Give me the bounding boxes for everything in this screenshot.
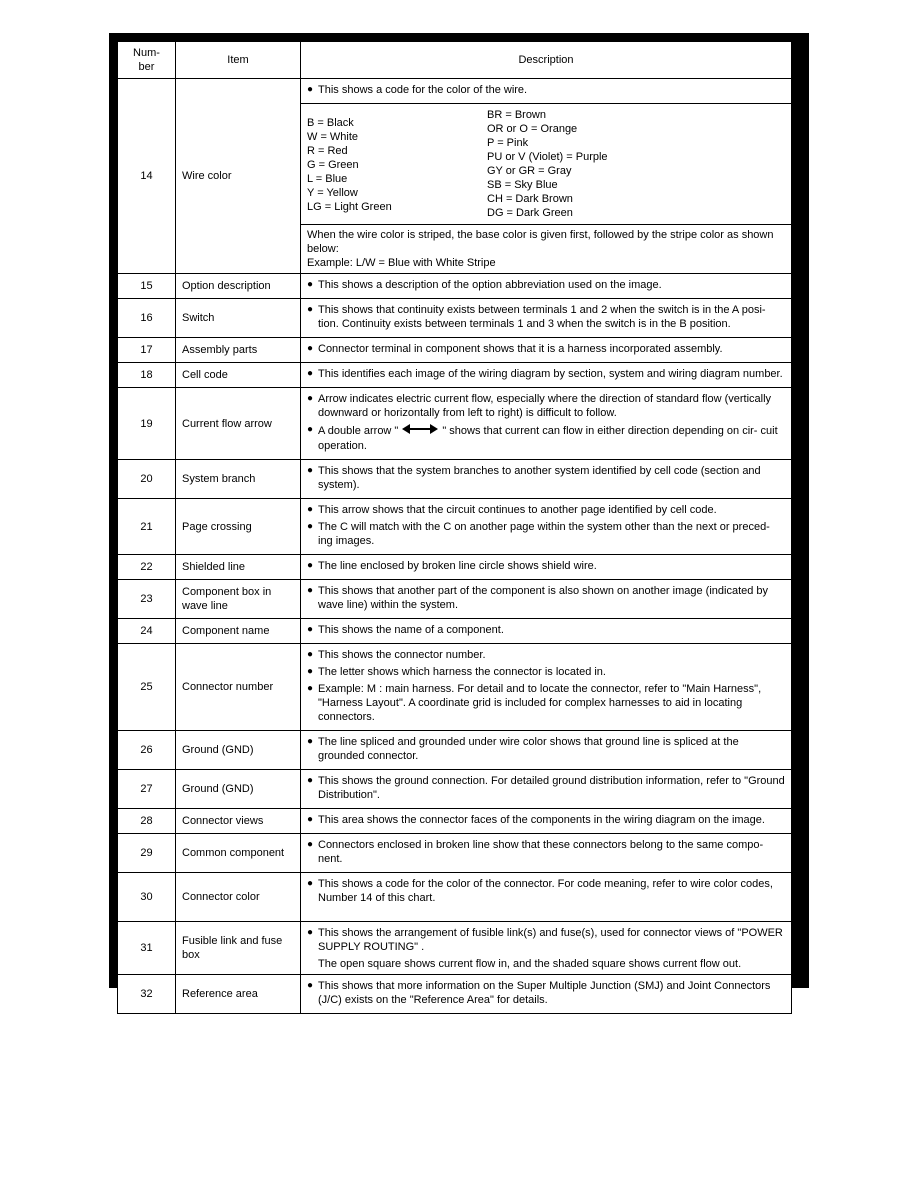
row-item: Connector color xyxy=(176,873,301,922)
bullet-item xyxy=(307,83,785,97)
bullet-item xyxy=(307,503,785,517)
header-number-label: Num- ber xyxy=(133,47,160,73)
bullet-item xyxy=(307,648,785,662)
bullet-dot-icon: ● xyxy=(307,343,314,354)
table-row xyxy=(118,388,792,460)
row-number: 25 xyxy=(118,644,176,731)
stripe-note: When the wire color is striped, the base color is given first, followed by the stripe color as shown below: xyxy=(307,229,774,255)
table-row xyxy=(118,731,792,770)
bullet-dot-icon: ● xyxy=(307,927,314,938)
color-code: Y = Yellow xyxy=(307,187,358,199)
bullet-text xyxy=(318,423,785,453)
bullet-dot-icon: ● xyxy=(307,279,314,290)
table-row xyxy=(118,922,792,975)
row-number: 14 xyxy=(118,79,176,274)
color-code: CH = Dark Brown xyxy=(487,193,573,205)
bullet-text: This shows the ground connection. For detailed ground distribution information, refer to "Ground Distribution". xyxy=(318,775,785,801)
double-arrow-icon xyxy=(402,423,438,439)
bullet-item xyxy=(307,735,785,763)
bullet-dot-icon: ● xyxy=(307,878,314,889)
bullet-text: This arrow shows that the circuit continues to another page identified by cell code. xyxy=(318,504,717,516)
table-row xyxy=(118,499,792,555)
stripe-note-block xyxy=(301,225,791,273)
bullet-item xyxy=(307,559,785,573)
wire-color-codes xyxy=(301,104,791,225)
color-code: OR or O = Orange xyxy=(487,123,578,135)
bullet-text: The line spliced and grounded under wire color shows that ground line is spliced at the grounded connector. xyxy=(318,736,739,762)
row-item: Connector views xyxy=(176,809,301,834)
bullet-dot-icon: ● xyxy=(307,465,314,476)
bullet-item xyxy=(307,877,785,905)
table-row xyxy=(118,873,792,922)
bullet-text: This shows that more information on the Super Multiple Junction (SMJ) and Joint Connectors (J/C) exists on the "Reference Area" for details. xyxy=(318,980,771,1006)
bullet-item xyxy=(307,813,785,827)
bullet-text: Connectors enclosed in broken line show that these connectors belong to the same compo- nent. xyxy=(318,839,764,865)
row-number: 17 xyxy=(118,338,176,363)
row-number: 32 xyxy=(118,975,176,1014)
bullet-text: This shows the connector number. xyxy=(318,649,486,661)
bullet-dot-icon: ● xyxy=(307,424,314,435)
header-description xyxy=(301,42,792,79)
row-number: 26 xyxy=(118,731,176,770)
table-row xyxy=(118,79,792,274)
bullet-text: This area shows the connector faces of the components in the wiring diagram on the image. xyxy=(318,814,765,826)
bullet-dot-icon: ● xyxy=(307,839,314,850)
table-row xyxy=(118,809,792,834)
bullet-text: This shows a code for the color of the connector. For code meaning, refer to wire color codes, Number 14 of this chart. xyxy=(318,878,773,904)
row-description xyxy=(301,460,792,499)
row-number: 28 xyxy=(118,809,176,834)
row-item: Common component xyxy=(176,834,301,873)
bullet-dot-icon: ● xyxy=(307,304,314,315)
bullet-text: This shows that the system branches to another system identified by cell code (section and system). xyxy=(318,465,761,491)
bullet-item xyxy=(307,623,785,637)
row-description xyxy=(301,834,792,873)
row-number: 31 xyxy=(118,922,176,975)
row-description xyxy=(301,809,792,834)
color-code: LG = Light Green xyxy=(307,201,392,213)
bullet-text: The line enclosed by broken line circle shows shield wire. xyxy=(318,560,597,572)
color-code-list-left xyxy=(307,108,487,220)
row-description xyxy=(301,580,792,619)
table-row xyxy=(118,975,792,1014)
bullet-item xyxy=(307,584,785,612)
color-code: DG = Dark Green xyxy=(487,207,573,219)
header-row xyxy=(118,42,792,79)
row-description xyxy=(301,644,792,731)
row-number: 18 xyxy=(118,363,176,388)
bullet-dot-icon: ● xyxy=(307,980,314,991)
bullet-item xyxy=(307,464,785,492)
table-row xyxy=(118,580,792,619)
bullet-dot-icon: ● xyxy=(307,649,314,660)
bullet-item xyxy=(307,342,785,356)
row-description xyxy=(301,499,792,555)
bullet-dot-icon: ● xyxy=(307,775,314,786)
row-item: Component name xyxy=(176,619,301,644)
bullet-dot-icon: ● xyxy=(307,84,314,95)
row-description xyxy=(301,338,792,363)
bullet-dot-icon: ● xyxy=(307,368,314,379)
row-item: Cell code xyxy=(176,363,301,388)
row-description xyxy=(301,873,792,922)
bullet-text: This identifies each image of the wiring diagram by section, system and wiring diagram number. xyxy=(318,368,783,380)
color-code: GY or GR = Gray xyxy=(487,165,572,177)
row-number: 22 xyxy=(118,555,176,580)
bullet-dot-icon: ● xyxy=(307,504,314,515)
row-description xyxy=(301,731,792,770)
bullet-text: This shows a code for the color of the wire. xyxy=(318,84,528,96)
row-number: 20 xyxy=(118,460,176,499)
document-page xyxy=(109,33,809,1006)
bullet-dot-icon: ● xyxy=(307,683,314,694)
row-number: 27 xyxy=(118,770,176,809)
bullet-item xyxy=(307,682,785,724)
table-row xyxy=(118,770,792,809)
row-item: Current flow arrow xyxy=(176,388,301,460)
row-number: 19 xyxy=(118,388,176,460)
bullet-item xyxy=(307,979,785,1007)
row-description xyxy=(301,555,792,580)
table-row xyxy=(118,363,792,388)
bullet-text: Example: M : main harness. For detail and to locate the connector, refer to "Main Harness", "Harness Layout". A coordinate grid is included for complex harnesses to aid in locating connectors. xyxy=(318,683,762,723)
row-item: Component box in wave line xyxy=(176,580,301,619)
row-description xyxy=(301,770,792,809)
stripe-example: Example: L/W = Blue with White Stripe xyxy=(307,257,496,269)
bullet-dot-icon: ● xyxy=(307,560,314,571)
color-code: L = Blue xyxy=(307,173,348,185)
header-description-label: Description xyxy=(518,54,574,66)
table-row xyxy=(118,274,792,299)
bullet-item xyxy=(307,278,785,292)
row-item: Ground (GND) xyxy=(176,731,301,770)
arrow-text-after: " shows that current can flow in either direction depending on cir- cuit operation. xyxy=(318,424,778,452)
bullet-text: This shows the name of a component. xyxy=(318,624,504,636)
row-description xyxy=(301,274,792,299)
color-code: P = Pink xyxy=(487,137,529,149)
header-number xyxy=(118,42,176,79)
bullet-dot-icon: ● xyxy=(307,814,314,825)
row-description xyxy=(301,363,792,388)
row-item: Option description xyxy=(176,274,301,299)
bullet-text: The C will match with the C on another page within the system other than the next or preced- ing images. xyxy=(318,521,770,547)
bullet-item xyxy=(307,926,785,954)
color-code-columns xyxy=(307,104,785,224)
row-item: Assembly parts xyxy=(176,338,301,363)
bullet-item xyxy=(307,520,785,548)
row-item: Reference area xyxy=(176,975,301,1014)
row-number: 16 xyxy=(118,299,176,338)
bullet-dot-icon: ● xyxy=(307,624,314,635)
bullet-text: Connector terminal in component shows that it is a harness incorporated assembly. xyxy=(318,343,723,355)
table-row xyxy=(118,460,792,499)
color-code: G = Green xyxy=(307,159,359,171)
row-number: 30 xyxy=(118,873,176,922)
row-item: Ground (GND) xyxy=(176,770,301,809)
color-code: R = Red xyxy=(307,145,348,157)
row-item: Shielded line xyxy=(176,555,301,580)
row-number: 23 xyxy=(118,580,176,619)
row-number: 24 xyxy=(118,619,176,644)
color-code: PU or V (Violet) = Purple xyxy=(487,151,608,163)
bullet-dot-icon: ● xyxy=(307,585,314,596)
bullet-text: This shows a description of the option abbreviation used on the image. xyxy=(318,279,662,291)
row-number: 21 xyxy=(118,499,176,555)
wire-color-intro xyxy=(301,79,791,104)
row-item: Connector number xyxy=(176,644,301,731)
color-code: SB = Sky Blue xyxy=(487,179,558,191)
row-item: Fusible link and fuse box xyxy=(176,922,301,975)
bullet-item xyxy=(307,367,785,381)
bullet-text: Arrow indicates electric current flow, especially where the direction of standard flow (vertically downward or horizontally from left to right) is difficult to follow. xyxy=(318,393,772,419)
bullet-text: The letter shows which harness the connector is located in. xyxy=(318,666,606,678)
bullet-text: This shows the arrangement of fusible link(s) and fuse(s), used for connector views of "POWER SUPPLY ROUTING" . xyxy=(318,927,783,953)
row-number: 15 xyxy=(118,274,176,299)
color-code-list-right xyxy=(487,108,785,220)
color-code: W = White xyxy=(307,131,359,143)
header-item xyxy=(176,42,301,79)
row-description xyxy=(301,975,792,1014)
bullet-text: This shows that another part of the component is also shown on another image (indicated by wave line) within the system. xyxy=(318,585,769,611)
header-item-label: Item xyxy=(227,54,249,66)
color-code: BR = Brown xyxy=(487,109,546,121)
table-row xyxy=(118,834,792,873)
bullet-dot-icon: ● xyxy=(307,521,314,532)
table-row xyxy=(118,644,792,731)
table-row xyxy=(118,555,792,580)
arrow-text-before: A double arrow " xyxy=(318,424,399,437)
bullet-text: This shows that continuity exists between terminals 1 and 2 when the switch is in the A posi- tion. Continuity exists between terminals 1 and 3 when the switch is in the B position. xyxy=(318,304,766,330)
bullet-item xyxy=(307,774,785,802)
bullet-item xyxy=(307,423,785,453)
table-row xyxy=(118,299,792,338)
color-code: B = Black xyxy=(307,117,354,129)
description-extra: The open square shows current flow in, and the shaded square shows current flow out. xyxy=(318,958,742,970)
bullet-item xyxy=(307,838,785,866)
row-number: 29 xyxy=(118,834,176,873)
row-description xyxy=(301,299,792,338)
row-description xyxy=(301,79,792,274)
row-item: System branch xyxy=(176,460,301,499)
table-row xyxy=(118,338,792,363)
row-item: Wire color xyxy=(176,79,301,274)
bullet-item xyxy=(307,303,785,331)
row-item: Switch xyxy=(176,299,301,338)
row-description xyxy=(301,388,792,460)
wiring-diagram-legend-table xyxy=(117,41,792,1014)
bullet-item xyxy=(307,392,785,420)
bullet-dot-icon: ● xyxy=(307,666,314,677)
row-description xyxy=(301,922,792,975)
row-item: Page crossing xyxy=(176,499,301,555)
bullet-dot-icon: ● xyxy=(307,393,314,404)
table-row xyxy=(118,619,792,644)
bullet-item xyxy=(307,665,785,679)
bullet-dot-icon: ● xyxy=(307,736,314,747)
row-description xyxy=(301,619,792,644)
